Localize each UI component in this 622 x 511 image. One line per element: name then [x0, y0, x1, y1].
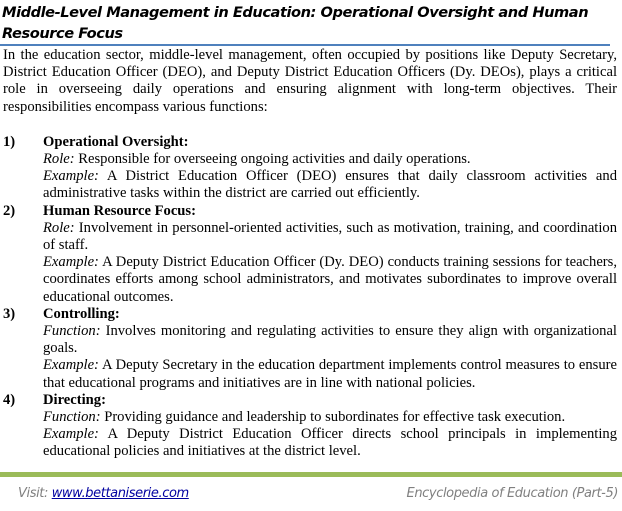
footer-visit-label: Visit: [18, 486, 52, 501]
item-function [43, 323, 617, 357]
item-example-label: Example: [43, 254, 99, 271]
item-role-text: Involvement in personnel-oriented activities, such as motivation, training, and coordination of staff. [43, 219, 617, 254]
document-body [3, 47, 617, 461]
item-example-label: Example: [43, 168, 99, 185]
intro-paragraph: In the education sector, middle-level management, often occupied by positions like Deputy Secretary, District Education Officer (DEO), and Deputy District Education Officers (Dy. DEOs), plays a critical role in overseeing daily operations and ensuring alignment with long-term objectives. Their responsibilities encompass various functions: [3, 47, 617, 115]
page-footer [18, 486, 618, 501]
item-function [43, 409, 617, 426]
item-example [43, 168, 617, 202]
item-example [43, 254, 617, 306]
item-function-text: Involves monitoring and regulating activities to ensure they align with organizational goals. [43, 323, 617, 357]
website-link[interactable]: www.bettaniserie.com [51, 486, 189, 501]
title-divider [0, 44, 610, 46]
item-example [43, 357, 617, 391]
item-role-label: Role: [43, 151, 75, 168]
item-role [43, 220, 617, 254]
list-item-controlling [3, 306, 617, 392]
list-item-human-resource-focus [3, 203, 617, 306]
item-number: 1) [3, 133, 16, 150]
item-function-label: Function: [43, 323, 101, 340]
list-item-directing [3, 392, 617, 461]
item-heading: Operational Oversight: [43, 133, 189, 150]
item-heading: Human Resource Focus: [43, 202, 196, 219]
item-example-text: A District Education Officer (DEO) ensures that daily classroom activities and administrative tasks within the district are carried out efficiently. [43, 168, 617, 202]
item-role-text: Responsible for overseeing ongoing activities and daily operations. [74, 151, 471, 168]
item-number: 3) [3, 305, 16, 322]
item-role-label: Role: [43, 219, 75, 236]
item-function-label: Function: [43, 409, 101, 426]
item-number: 4) [3, 391, 16, 408]
footer-publication-title: Encyclopedia of Education (Part-5) [406, 486, 618, 501]
item-example-text: A Deputy District Education Officer directs school principals in implementing educational policies and initiatives at the district level. [43, 426, 617, 460]
item-heading: Controlling: [43, 305, 120, 322]
item-example [43, 426, 617, 460]
item-number: 2) [3, 202, 16, 219]
list-item-operational-oversight [3, 134, 617, 203]
footer-divider [0, 472, 622, 477]
page-title: Middle-Level Management in Education: Operational Oversight and Human Resource Focus [2, 4, 589, 42]
item-example-text: A Deputy District Education Officer (Dy. DEO) conducts training sessions for teachers, coordinates efforts among school administrators, and motivates subordinates to improve overall educational outcomes. [43, 254, 617, 305]
item-example-text: A Deputy Secretary in the education department implements control measures to ensure that educational programs and initiatives are in line with national policies. [43, 357, 617, 391]
item-example-label: Example: [43, 426, 99, 443]
item-function-text: Providing guidance and leadership to subordinates for effective task execution. [100, 409, 566, 426]
item-example-label: Example: [43, 357, 99, 374]
item-role [43, 151, 617, 168]
item-heading: Directing: [43, 391, 106, 408]
